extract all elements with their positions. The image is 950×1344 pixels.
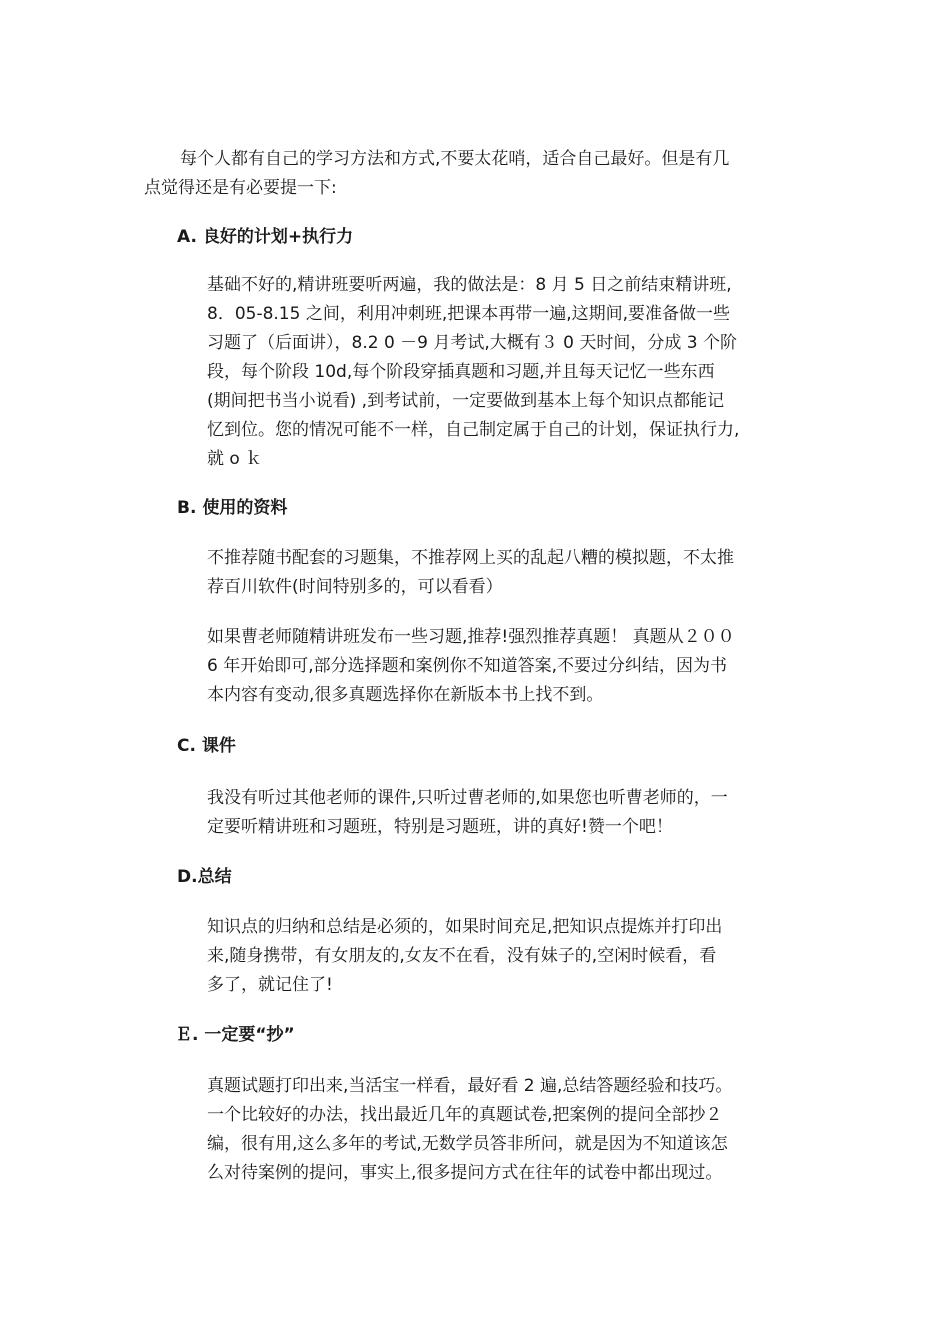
section-b-paragraph-2 xyxy=(207,623,811,710)
section-heading-e: Ｅ. 一定要“抄” xyxy=(175,1025,295,1045)
text-line: 习题了（后面讲），8.2 0 －9 月考试,大概有３ 0 天时间，分成 3 个阶 xyxy=(207,333,738,353)
text-line: 我没有听过其他老师的课件,只听过曹老师的,如果您也听曹老师的，一 xyxy=(207,788,728,808)
text-line: 每个人都有自己的学习方法和方式,不要太花哨，适合自己最好。但是有几 xyxy=(180,149,730,169)
text-line: 6 年开始即可,部分选择题和案例你不知道答案,不要过分纠结，因为书 xyxy=(207,656,728,676)
text-line: 么对待案例的提问，事实上,很多提问方式在往年的试卷中都出现过。 xyxy=(207,1163,723,1183)
text-line: (期间把书当小说看) ,到考试前，一定要做到基本上每个知识点都能记 xyxy=(207,391,725,411)
text-line: 定要听精讲班和习题班，特别是习题班，讲的真好!赞一个吧！ xyxy=(207,817,673,837)
text-line: 如果曹老师随精讲班发布一些习题,推荐!强烈推荐真题！ 真题从２００ xyxy=(207,627,735,647)
section-a-paragraph xyxy=(207,271,811,474)
text-line: 多了，就记住了! xyxy=(207,975,333,995)
text-line: 真题试题打印出来,当活宝一样看，最好看 2 遍,总结答题经验和技巧。 xyxy=(207,1076,733,1096)
text-line: 荐百川软件(时间特别多的，可以看看） xyxy=(207,577,503,597)
text-line: 本内容有变动,很多真题选择你在新版本书上找不到。 xyxy=(207,685,604,705)
text-line: 一个比较好的办法，找出最近几年的真题试卷,把案例的提问全部抄２ xyxy=(207,1105,723,1125)
section-b-paragraph-1 xyxy=(207,544,811,602)
section-e-paragraph xyxy=(207,1072,811,1188)
section-c-paragraph xyxy=(207,784,811,842)
text-line: 基础不好的,精讲班要听两遍，我的做法是：8 月 5 日之前结束精讲班, xyxy=(207,275,732,295)
text-line: 编，很有用,这么多年的考试,无数学员答非所问，就是因为不知道该怎 xyxy=(207,1134,728,1154)
text-line: 段，每个阶段 10d,每个阶段穿插真题和习题,并且每天记忆一些东西 xyxy=(207,362,715,382)
text-line: 不推荐随书配套的习题集，不推荐网上买的乱起八糟的模拟题，不太推 xyxy=(207,548,734,568)
section-heading-c: C. 课件 xyxy=(177,736,236,756)
section-d-paragraph xyxy=(207,913,811,1000)
text-line: 忆到位。您的情况可能不一样，自己制定属于自己的计划，保证执行力, xyxy=(207,420,740,440)
text-line: 就 o ｋ xyxy=(207,449,263,469)
text-line: 来,随身携带，有女朋友的,女友不在看，没有妹子的,空闲时候看，看 xyxy=(207,946,717,966)
text-line: 点觉得还是有必要提一下: xyxy=(144,178,337,198)
text-line: 8．05-8.15 之间，利用冲刺班,把课本再带一遍,这期间,要准备做一些 xyxy=(207,304,731,324)
section-heading-b: B. 使用的资料 xyxy=(177,498,288,518)
text-line: 知识点的归纳和总结是必须的，如果时间充足,把知识点提炼并打印出 xyxy=(207,917,723,937)
intro-paragraph xyxy=(144,145,824,203)
section-heading-a: A. 良好的计划+执行力 xyxy=(177,227,354,247)
section-heading-d: D.总结 xyxy=(177,867,232,887)
